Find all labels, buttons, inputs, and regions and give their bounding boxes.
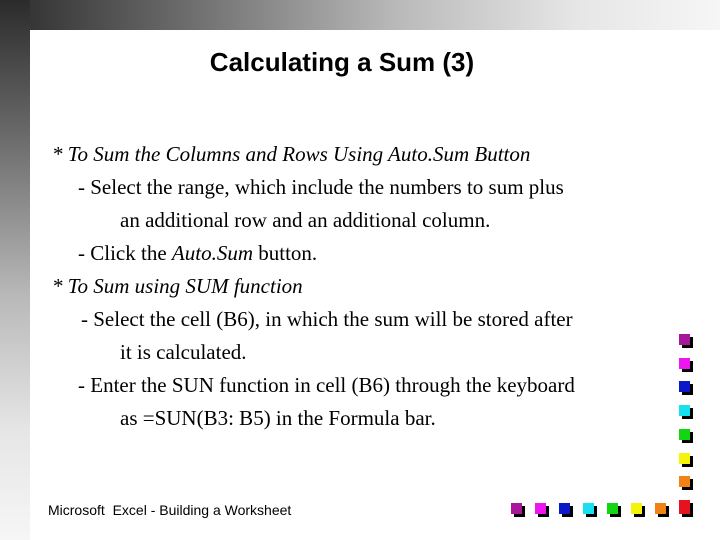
bullet-star: * bbox=[52, 274, 68, 298]
decor-square-horizontal bbox=[583, 503, 594, 514]
decor-square-vertical bbox=[679, 476, 690, 487]
decor-square-horizontal bbox=[607, 503, 618, 514]
decor-square-vertical bbox=[679, 405, 690, 416]
decor-square-horizontal bbox=[535, 503, 546, 514]
decor-square-horizontal bbox=[511, 503, 522, 514]
left-gradient-band bbox=[0, 0, 30, 540]
step-select-range-continued: an additional row and an additional column. bbox=[120, 208, 491, 232]
heading-sum-function-text: To Sum using SUM function bbox=[67, 274, 303, 298]
autosum-term: Auto.Sum bbox=[171, 241, 253, 265]
decor-square-horizontal bbox=[679, 503, 690, 514]
heading-sum-function bbox=[52, 270, 672, 303]
step-select-range: - Select the range, which include the numbers to sum plus bbox=[78, 175, 564, 199]
bullet-star: * bbox=[52, 142, 68, 166]
step-click-autosum-post: button. bbox=[252, 241, 318, 265]
step-enter-function-continued: as =SUN(B3: B5) in the Formula bar. bbox=[120, 406, 436, 430]
step-click-autosum-pre: - Click the bbox=[78, 241, 172, 265]
decor-square-vertical bbox=[679, 453, 690, 464]
decor-square-vertical bbox=[679, 358, 690, 369]
heading-autosum bbox=[52, 138, 672, 171]
decor-square-vertical bbox=[679, 334, 690, 345]
step-select-cell-continued: it is calculated. bbox=[120, 340, 247, 364]
decor-square-horizontal bbox=[559, 503, 570, 514]
slide-title: Calculating a Sum (3) bbox=[209, 47, 475, 77]
slide-footer: Microsoft Excel - Building a Worksheet bbox=[48, 502, 292, 518]
step-click-autosum bbox=[52, 237, 672, 270]
heading-autosum-text: To Sum the Columns and Rows Using Auto.Sum Button bbox=[67, 142, 531, 166]
step-enter-function: - Enter the SUN function in cell (B6) through the keyboard bbox=[78, 373, 575, 397]
decor-square-vertical bbox=[679, 429, 690, 440]
top-gradient-band bbox=[0, 0, 720, 30]
decor-square-horizontal bbox=[655, 503, 666, 514]
decor-square-vertical bbox=[679, 381, 690, 392]
step-select-cell: - Select the cell (B6), in which the sum will be stored after bbox=[81, 307, 573, 331]
slide-body bbox=[52, 138, 672, 435]
decor-square-horizontal bbox=[631, 503, 642, 514]
